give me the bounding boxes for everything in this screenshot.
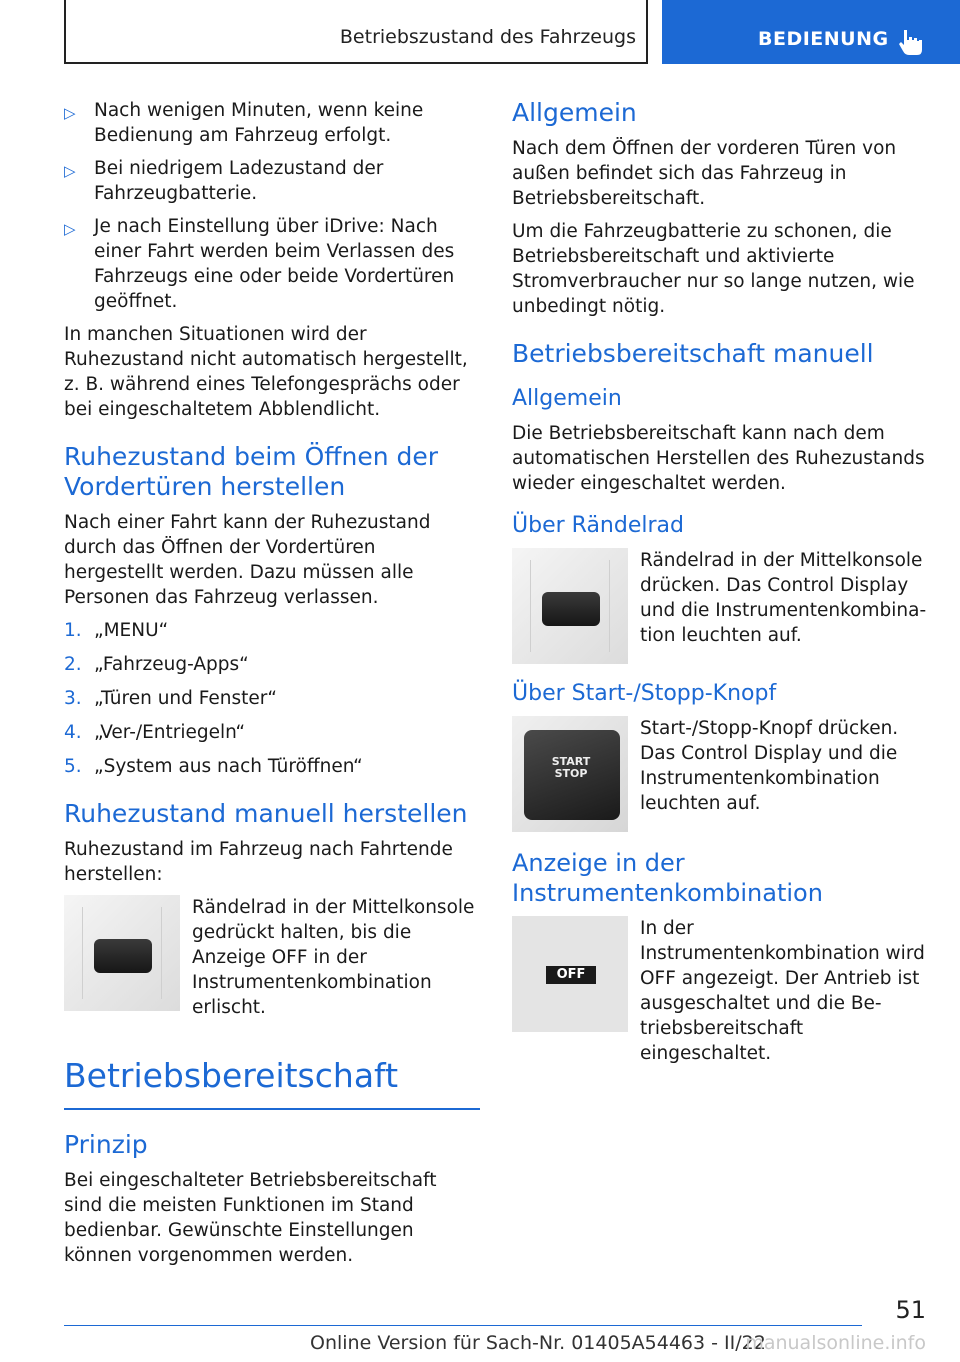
page-number: 51 <box>895 1296 926 1324</box>
heading-display: Anzeige in der Instrumentenkombination <box>512 849 823 907</box>
list-item: ▷ Nach wenigen Minuten, wenn keine Bedienung am Fahrzeug erfolgt. <box>64 100 424 146</box>
list-item: 3. „Türen und Fenster“ <box>64 688 277 709</box>
triangle-bullet-icon: ▷ <box>64 104 76 122</box>
start-stop-button-image <box>512 716 628 832</box>
list-item: 1. „MENU“ <box>64 620 169 641</box>
heading-ready-manual: Betriebsbereitschaft manuell <box>512 339 874 368</box>
thumbwheel-knob <box>542 592 600 626</box>
paragraph-general-2: Um die Fahrzeugbatterie zu schonen, die Betriebsbereitschaft und aktivierte Stromverbraucher nur so lange nutzen, wie unbedingt nötig. <box>512 221 915 317</box>
footer-divider <box>64 1325 862 1326</box>
list-item: ▷ Je nach Einstellung über iDrive: Nach einer Fahrt werden beim Verlassen des Fahrzeugs eine oder beide Vordertüren geöffnet. <box>64 216 455 312</box>
header-chapter-title: BEDIENUNG <box>758 28 889 50</box>
thumbwheel-knob <box>94 939 152 973</box>
start-stop-label: START STOP <box>551 755 591 780</box>
list-item: 2. „Fahrzeug-Apps“ <box>64 654 249 675</box>
figure-caption: In der Instrumentenkombination wird OFF angezeigt. Der Antrieb ist ausgeschaltet und die Betriebsbereitschaft eingeschaltet. <box>640 918 925 1064</box>
figure-caption: Rändelrad in der Mittelkonsole gedrückt halten, bis die Anzeige OFF in der Instrumentenkombination erlischt. <box>192 897 475 1018</box>
online-version-note: Online Version für Sach-Nr. 01405A54463 - II/22 <box>310 1332 766 1354</box>
list-item: 5. „System aus nach Türöffnen“ <box>64 756 363 777</box>
header-section-title: Betriebszustand des Fahrzeugs <box>339 26 636 48</box>
figure-caption: Start-/Stopp-Knopf drücken. Das Control Display und die Instrumentenkombination leuchten auf. <box>640 718 899 814</box>
figure-row-wheel-press <box>512 548 928 664</box>
paragraph-principle: Bei eingeschalteter Betriebsbereitschaft sind die meisten Funktionen im Stand bedienbar. Gewünschte Einstellungen können vorgenommen werden. <box>64 1170 437 1266</box>
list-item: 4. „Ver-/Entriegeln“ <box>64 722 246 743</box>
off-display-image <box>512 916 628 1032</box>
thumbwheel-image <box>512 548 628 664</box>
paragraph-situations: In manchen Situationen wird der Ruhezustand nicht automatisch hergestellt, z. B. während eines Telefongesprächs oder bei eingeschaltetem Abblendlicht. <box>64 324 468 420</box>
right-column <box>512 98 928 1078</box>
paragraph-doors: Nach einer Fahrt kann der Ruhezustand durch das Öffnen der Vordertüren hergestellt werden. Dazu müssen alle Personen das Fahrzeug verlassen. <box>64 512 431 608</box>
triangle-bullet-icon: ▷ <box>64 162 76 180</box>
heading-betriebsbereitschaft: Betriebsbereitschaft <box>64 1056 480 1110</box>
heading-manual: Ruhezustand manuell herstellen <box>64 799 468 828</box>
menu-steps <box>64 618 480 779</box>
heading-start-stop: Über Start-/Stopp-Knopf <box>512 681 777 706</box>
figure-caption: Rändelrad in der Mittelkonsole drücken. Das Control Display und die Instrumentenkombination leuchten auf. <box>640 550 927 646</box>
condition-list <box>64 98 480 314</box>
left-column <box>64 98 480 1276</box>
hand-pointer-icon <box>898 28 924 56</box>
thumbwheel-image <box>64 895 180 1011</box>
list-item: ▷ Bei niedrigem Ladezustand der Fahrzeugbatterie. <box>64 158 384 204</box>
figure-row-off-display <box>512 916 928 1066</box>
figure-row-start-stop <box>512 716 928 832</box>
heading-general: Allgemein <box>512 98 637 127</box>
paragraph-general-3: Die Betriebsbereitschaft kann nach dem automatischen Herstellen des Ruhezustands wieder eingeschaltet werden. <box>512 423 925 494</box>
header-section-box <box>64 0 648 64</box>
header-chapter-tab <box>662 0 960 64</box>
heading-doors: Ruhezustand beim Öffnen der Vordertüren herstellen <box>64 442 439 501</box>
paragraph-manual: Ruhezustand im Fahrzeug nach Fahrtende herstellen: <box>64 839 453 885</box>
paragraph-general-1: Nach dem Öffnen der vorderen Türen von außen befindet sich das Fahrzeug in Betriebsbereitschaft. <box>512 138 897 209</box>
figure-row-wheel-hold <box>64 895 480 1020</box>
heading-wheel: Über Rändelrad <box>512 513 684 538</box>
heading-principle: Prinzip <box>64 1130 148 1159</box>
off-badge: OFF <box>546 966 596 984</box>
triangle-bullet-icon: ▷ <box>64 220 76 238</box>
watermark: manualsonline.info <box>745 1332 926 1354</box>
heading-general-2: Allgemein <box>512 386 622 411</box>
